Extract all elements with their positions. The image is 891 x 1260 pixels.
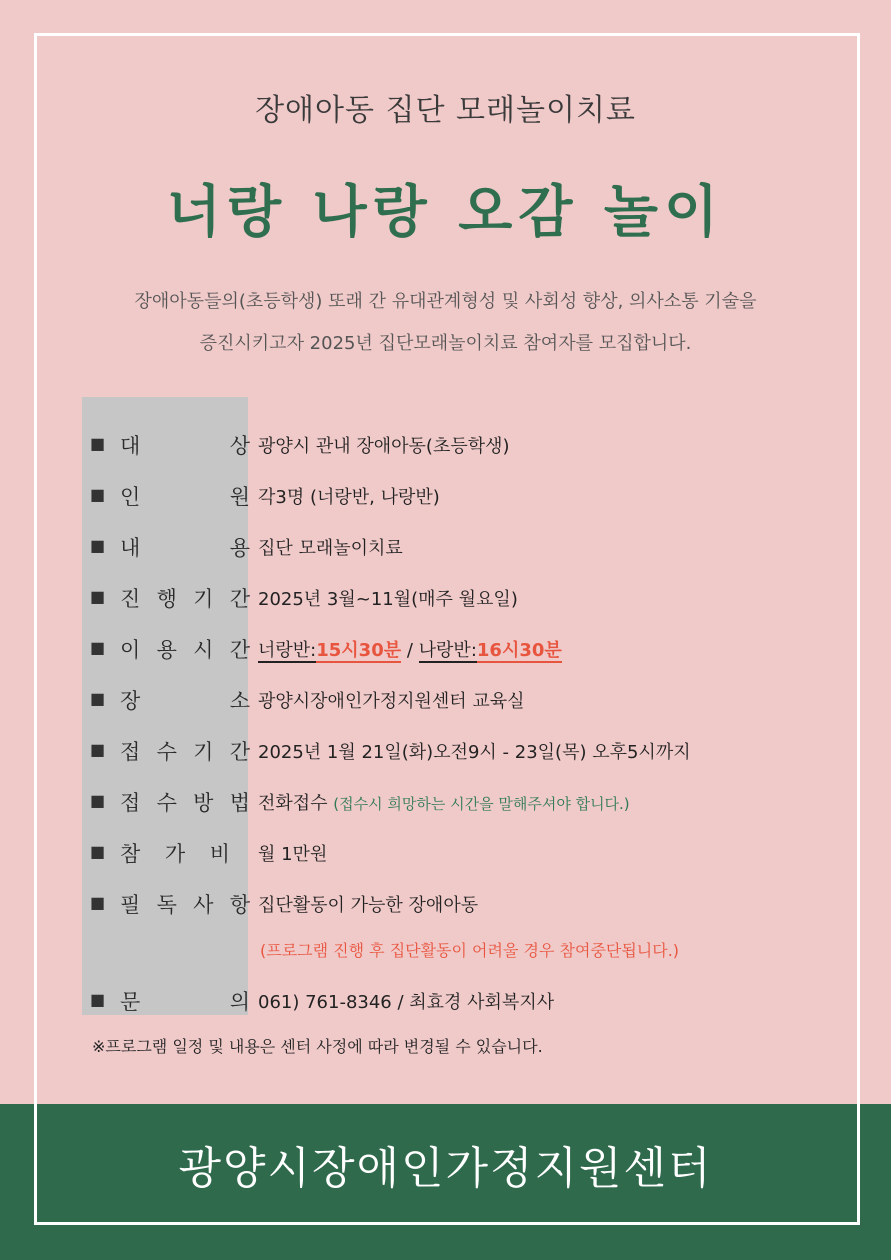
row-value bbox=[258, 789, 630, 815]
row-label bbox=[120, 430, 250, 460]
row-value: 061) 761-8346 / 최효경 사회복지사 bbox=[258, 992, 555, 1013]
row-label bbox=[120, 634, 250, 664]
info-row-capacity bbox=[90, 477, 850, 517]
label-char: 상 bbox=[229, 434, 250, 458]
info-row-period bbox=[90, 579, 850, 619]
square-bullet-icon: ■ bbox=[90, 587, 106, 606]
program-subtitle: 장애아동 집단 모래놀이치료 bbox=[255, 93, 636, 128]
group-name-neorang: 너랑반: bbox=[258, 640, 317, 661]
label-char: 대 bbox=[120, 434, 141, 458]
label-char: 이 bbox=[120, 638, 141, 662]
method-text: 전화접수 bbox=[258, 793, 328, 814]
row-value: 광양시장애인가정지원센터 교육실 bbox=[258, 691, 525, 712]
label-char: 간 bbox=[229, 740, 250, 764]
label-char: 가 bbox=[164, 842, 186, 866]
row-label bbox=[120, 838, 230, 868]
schedule-footnote: ※프로그램 일정 및 내용은 센터 사정에 따라 변경될 수 있습니다. bbox=[92, 1037, 543, 1056]
label-char: 사 bbox=[193, 893, 214, 917]
label-char: 독 bbox=[156, 893, 177, 917]
row-value: 광양시 관내 장애아동(초등학생) bbox=[258, 436, 510, 457]
row-label bbox=[120, 889, 250, 919]
square-bullet-icon: ■ bbox=[90, 689, 106, 708]
row-label bbox=[120, 481, 250, 511]
square-bullet-icon: ■ bbox=[90, 791, 106, 810]
info-row-target bbox=[90, 426, 850, 466]
label-char: 법 bbox=[229, 791, 250, 815]
info-row-contact bbox=[90, 982, 850, 1022]
label-char: 방 bbox=[193, 791, 214, 815]
label-char: 수 bbox=[156, 791, 177, 815]
info-row-application-period bbox=[90, 732, 850, 772]
square-bullet-icon: ■ bbox=[90, 740, 106, 759]
label-char: 항 bbox=[229, 893, 250, 917]
row-label bbox=[120, 986, 250, 1016]
square-bullet-icon: ■ bbox=[90, 990, 106, 1009]
row-value: 집단활동이 가능한 장애아동 bbox=[258, 895, 479, 916]
square-bullet-icon: ■ bbox=[90, 536, 106, 555]
row-label bbox=[120, 787, 250, 817]
intro-line-1: 장애아동들의(초등학생) 또래 간 유대관계형성 및 사회성 향상, 의사소통 기술을 bbox=[134, 291, 757, 312]
label-char: 용 bbox=[156, 638, 177, 662]
row-value: 2025년 1월 21일(화)오전9시 - 23일(목) 오후5시까지 bbox=[258, 742, 691, 763]
program-title: 너랑 나랑 오감 놀이 bbox=[166, 180, 725, 245]
group-name-narang: 나랑반: bbox=[418, 640, 477, 661]
separator: / bbox=[406, 640, 413, 661]
square-bullet-icon: ■ bbox=[90, 842, 106, 861]
label-char: 행 bbox=[156, 587, 177, 611]
label-char: 진 bbox=[120, 587, 141, 611]
label-char: 의 bbox=[229, 990, 250, 1014]
participation-warning: (프로그램 진행 후 집단활동이 어려울 경우 참여중단됩니다.) bbox=[260, 941, 680, 960]
label-char: 비 bbox=[209, 842, 230, 866]
label-char: 접 bbox=[120, 740, 141, 764]
row-value: 각3명 (너랑반, 나랑반) bbox=[258, 487, 440, 508]
label-char: 참 bbox=[120, 842, 141, 866]
row-label bbox=[120, 736, 250, 766]
square-bullet-icon: ■ bbox=[90, 485, 106, 504]
time-narang: 16시30분 bbox=[476, 640, 562, 661]
intro-line-2: 증진시키고자 2025년 집단모래놀이치료 참여자를 모집합니다. bbox=[199, 333, 692, 354]
label-char: 인 bbox=[120, 485, 141, 509]
organization-name: 광양시장애인가정지원센터 bbox=[178, 1143, 713, 1194]
info-row-fee bbox=[90, 834, 850, 874]
label-char: 시 bbox=[193, 638, 214, 662]
label-char: 필 bbox=[120, 893, 141, 917]
row-value: 2025년 3월~11월(매주 월요일) bbox=[258, 589, 518, 610]
label-char: 접 bbox=[120, 791, 141, 815]
label-char: 기 bbox=[193, 587, 214, 611]
row-value: 월 1만원 bbox=[258, 844, 328, 865]
info-row-time bbox=[90, 630, 850, 670]
label-char: 원 bbox=[229, 485, 250, 509]
square-bullet-icon: ■ bbox=[90, 638, 106, 657]
intro-text bbox=[0, 281, 891, 365]
label-char: 간 bbox=[229, 587, 250, 611]
square-bullet-icon: ■ bbox=[90, 893, 106, 912]
method-note: (접수시 희망하는 시간을 말해주셔야 합니다.) bbox=[333, 795, 630, 813]
label-char: 수 bbox=[156, 740, 177, 764]
info-row-required-notice bbox=[90, 885, 850, 925]
label-char: 용 bbox=[229, 536, 250, 560]
row-label bbox=[120, 583, 250, 613]
time-neorang: 15시30분 bbox=[316, 640, 402, 661]
label-char: 간 bbox=[229, 638, 250, 662]
row-label bbox=[120, 532, 250, 562]
info-row-location bbox=[90, 681, 850, 721]
label-char: 문 bbox=[120, 990, 141, 1014]
square-bullet-icon: ■ bbox=[90, 434, 106, 453]
row-label bbox=[120, 685, 250, 715]
row-value bbox=[258, 636, 562, 662]
label-char: 내 bbox=[120, 536, 141, 560]
info-row-content bbox=[90, 528, 850, 568]
row-value: 집단 모래놀이치료 bbox=[258, 538, 403, 559]
label-char: 기 bbox=[193, 740, 214, 764]
info-row-application-method bbox=[90, 783, 850, 823]
label-char: 장 bbox=[120, 689, 141, 713]
label-char: 소 bbox=[229, 689, 250, 713]
